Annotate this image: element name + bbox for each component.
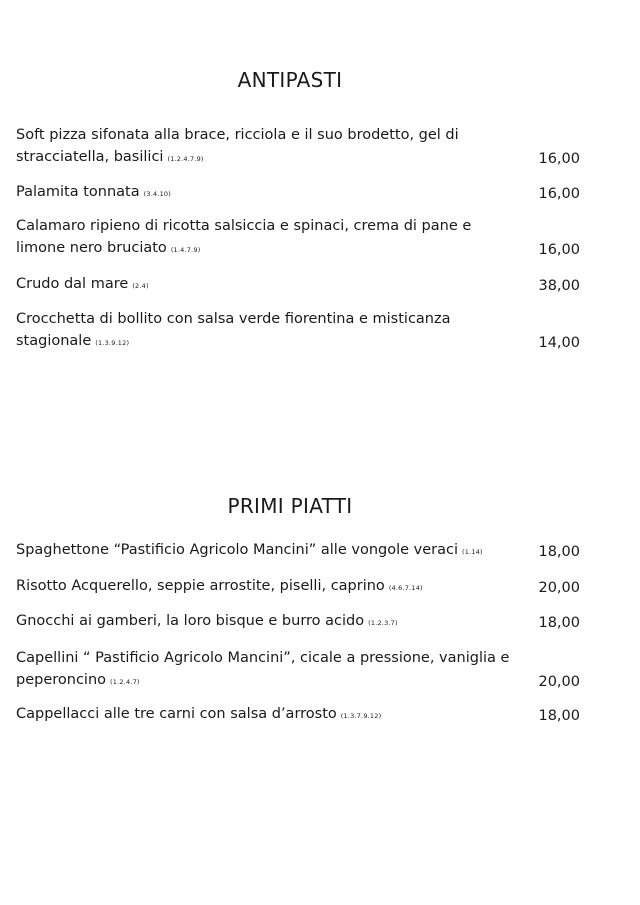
dish-item <box>16 273 580 297</box>
allergen-codes: (4.6.7.14) <box>388 584 423 592</box>
dish-price: 14,00 <box>538 335 580 351</box>
allergen-codes: (1.2.4.7.9) <box>167 155 204 163</box>
dish-name: Risotto Acquerello, seppie arrostite, piselli, caprino <box>16 578 385 594</box>
allergen-codes: (1.3.9.12) <box>95 339 130 347</box>
dish-price: 18,00 <box>538 708 580 724</box>
dish-name: Crudo dal mare <box>16 276 129 292</box>
allergen-codes: (1.2.3.7) <box>368 619 398 627</box>
allergen-codes: (2.4) <box>132 282 149 290</box>
dish-item <box>16 610 580 634</box>
dish-price: 16,00 <box>538 151 580 167</box>
dish-item <box>16 575 580 599</box>
dish-price: 38,00 <box>538 278 580 294</box>
section-title-antipasti: ANTIPASTI <box>237 68 343 92</box>
dish-price: 16,00 <box>538 186 580 202</box>
dish-item <box>16 647 580 693</box>
dish-price: 18,00 <box>538 544 580 560</box>
dish-name: Gnocchi ai gamberi, la loro bisque e burro acido <box>16 613 365 629</box>
dish-item <box>16 703 580 727</box>
dish-item <box>16 539 580 563</box>
dish-price: 16,00 <box>538 242 580 258</box>
allergen-codes: (1.4.7.9) <box>170 246 201 254</box>
dish-name: Calamaro ripieno di ricotta salsiccia e spinaci, crema di pane e limone nero bruciato <box>16 218 472 256</box>
dish-item <box>16 308 580 354</box>
dish-price: 18,00 <box>538 615 580 631</box>
section-title-primi-piatti: PRIMI PIATTI <box>227 494 353 518</box>
dish-name: Capellini “ Pastificio Agricolo Mancini”, cicale a pressione, vaniglia e peperoncino <box>16 650 510 688</box>
dish-item <box>16 124 580 170</box>
dish-name: Palamita tonnata <box>16 184 140 200</box>
dish-name: Spaghettone “Pastificio Agricolo Mancini” alle vongole veraci <box>16 542 458 558</box>
allergen-codes: (1.3.7.9.12) <box>340 712 382 720</box>
allergen-codes: (1.14) <box>462 548 483 556</box>
dish-item <box>16 215 580 261</box>
allergen-codes: (3.4.10) <box>143 190 171 198</box>
dish-name: Cappellacci alle tre carni con salsa d’arrosto <box>16 706 337 722</box>
allergen-codes: (1.2.4.7) <box>110 678 140 686</box>
dish-name: Crocchetta di bollito con salsa verde fiorentina e misticanza stagionale <box>16 311 451 349</box>
dish-price: 20,00 <box>538 580 580 596</box>
dish-name: Soft pizza sifonata alla brace, ricciola e il suo brodetto, gel di stracciatella, basilici <box>16 127 459 165</box>
dish-price: 20,00 <box>538 674 580 690</box>
dish-item <box>16 181 580 205</box>
